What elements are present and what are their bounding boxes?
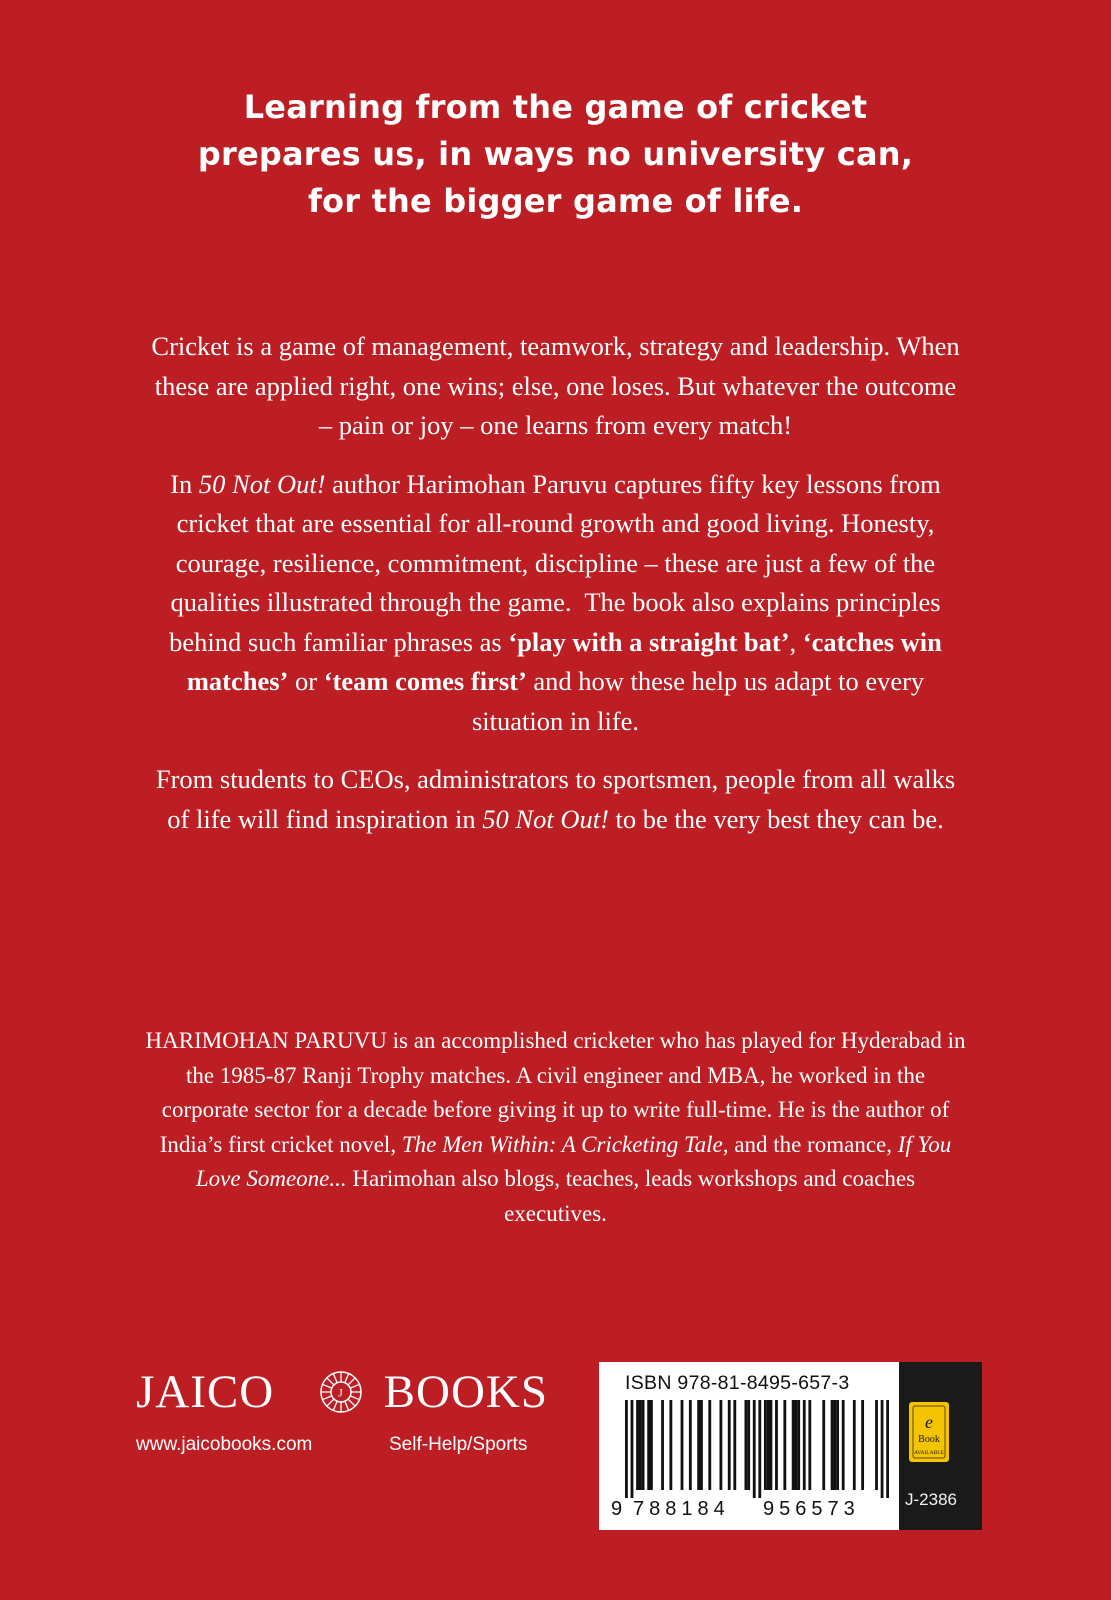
- barcode-bar: [650, 1400, 653, 1490]
- barcode-bar: [697, 1400, 700, 1490]
- barcode-bar: [783, 1400, 786, 1490]
- barcode-bar: [770, 1400, 773, 1490]
- barcode-bar: [647, 1400, 650, 1490]
- phrase: ‘team comes first’: [323, 666, 527, 696]
- ebook-panel: [899, 1362, 982, 1530]
- ebook-letter: e: [925, 1412, 933, 1432]
- barcode-bar: [747, 1400, 750, 1490]
- barcode-bar: [764, 1400, 767, 1490]
- barcode-bar: [881, 1400, 884, 1498]
- barcode-bar: [833, 1400, 836, 1490]
- barcode-bar: [631, 1400, 634, 1498]
- barcode-bar: [803, 1400, 806, 1490]
- barcode-bar: [836, 1400, 839, 1490]
- blurb-paragraph: Cricket is a game of management, teamwork, strategy and leadership. When these are applied right, one wins; else, one loses. But whatever the outcome – pain or joy – one learns from every match!: [151, 331, 960, 440]
- barcode-bar: [728, 1400, 731, 1490]
- barcode-bar: [681, 1400, 684, 1490]
- tagline: [0, 84, 1111, 225]
- publisher-name-left: JAICO: [136, 1366, 275, 1418]
- isbn-barcode: [599, 1362, 899, 1530]
- barcode-bar: [661, 1400, 664, 1490]
- barcode-bar: [875, 1400, 878, 1490]
- ebook-available-icon: [909, 1402, 949, 1462]
- barcode-bar: [831, 1400, 834, 1490]
- ebook-word: Book: [918, 1434, 940, 1445]
- tagline-line: prepares us, in ways no university can,: [197, 135, 914, 173]
- barcode-bar: [625, 1400, 628, 1498]
- barcode-bar: [708, 1400, 711, 1490]
- barcode-bar: [700, 1400, 703, 1490]
- ean-first-digit: 9: [611, 1498, 623, 1520]
- barcode-bar: [669, 1400, 672, 1490]
- ean-right-group: 956573: [763, 1498, 860, 1520]
- publisher-name-right: BOOKS: [383, 1366, 548, 1418]
- barcode-bar: [808, 1400, 811, 1490]
- barcode-bar: [822, 1400, 825, 1490]
- book-category: Self-Help/Sports: [389, 1434, 528, 1455]
- ean-digits: [611, 1498, 891, 1526]
- book-title: 50 Not Out!: [482, 803, 609, 834]
- author-bio: HARIMOHAN PARUVU is an accomplished cricketer who has played for Hyderabad in the 1985-87 Ranji Trophy matches. A civil engineer and MBA, he worked in the corporate sector for a decade before giving it up to write full-time. He is the author of India’s first cricket novel, The Men Within: A Cricketing Tale, and the romance, If You Love Someone... Harimohan also blogs, teaches, leads workshops and coaches executives.: [145, 1028, 966, 1226]
- barcode-bar: [733, 1400, 736, 1490]
- tagline-line: for the bigger game of life.: [307, 182, 804, 220]
- book-blurb: [145, 327, 966, 858]
- barcode-bar: [642, 1400, 645, 1490]
- barcode-bar: [639, 1400, 642, 1490]
- catalog-code: J-2386: [905, 1490, 957, 1509]
- isbn-label: ISBN 978-81-8495-657-3: [625, 1372, 850, 1394]
- book-title: The Men Within: A Cricketing Tale,: [401, 1131, 729, 1157]
- phrase: ‘catches win matches’: [186, 626, 942, 696]
- barcode-bar: [853, 1400, 856, 1490]
- barcode-bars: [625, 1400, 889, 1498]
- barcode-bar: [795, 1400, 798, 1490]
- phrase: ‘play with a straight bat’: [508, 626, 790, 657]
- blurb-paragraph: In 50 Not Out! author Harimohan Paruvu captures fifty key lessons from cricket that are essential for all-round growth and good living. Honesty, courage, resilience, commitment, discipline – these are just a few of the qualities illustrated through the game. The book also explains principles behind such familiar phrases as ‘play with a straight bat’, ‘catches win matches’ or ‘team comes first’ and how these help us adapt to every situation in life.: [169, 468, 942, 736]
- publisher-website: www.jaicobooks.com: [136, 1434, 313, 1455]
- barcode-bar: [767, 1400, 770, 1490]
- barcode-bar: [744, 1400, 747, 1490]
- ean-left-group: 788184: [633, 1498, 730, 1520]
- barcode-bar: [775, 1400, 778, 1490]
- book-title: If You Love Someone...: [195, 1131, 952, 1191]
- tagline-line: Learning from the game of cricket: [243, 88, 868, 126]
- publisher-logo: [136, 1362, 548, 1422]
- barcode-bar: [861, 1400, 864, 1490]
- barcode-bar: [792, 1400, 795, 1490]
- barcode-bar: [636, 1400, 639, 1490]
- barcode-bar: [758, 1400, 761, 1498]
- barcode-bar: [842, 1400, 845, 1490]
- sun-emblem-icon: [319, 1370, 363, 1414]
- barcode-bar: [719, 1400, 722, 1490]
- blurb-paragraph: From students to CEOs, administrators to sportsmen, people from all walks of life will find inspiration in 50 Not Out! to be the very best they can be.: [155, 764, 956, 834]
- barcode-bar: [689, 1400, 692, 1490]
- ebook-status: AVAILABLE: [913, 1450, 945, 1456]
- barcode-bar: [797, 1400, 800, 1490]
- barcode-bar: [753, 1400, 756, 1498]
- barcode-bar: [886, 1400, 889, 1498]
- book-title: 50 Not Out!: [198, 468, 326, 499]
- emblem-letter: J: [338, 1385, 344, 1400]
